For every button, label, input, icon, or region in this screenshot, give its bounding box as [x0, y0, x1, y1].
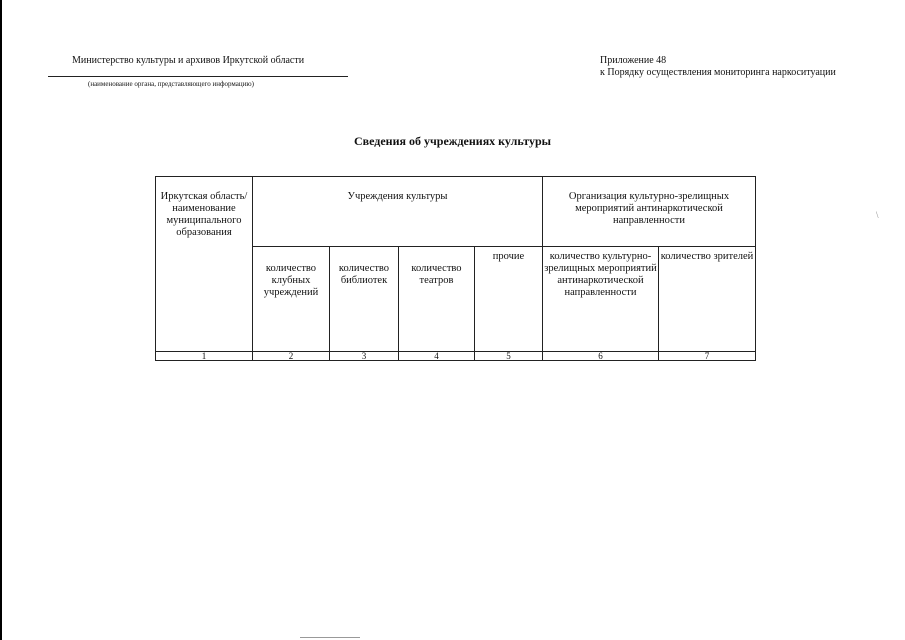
column-number: 4: [398, 351, 475, 361]
header-theatre-count: количество театров: [398, 246, 475, 352]
column-number: 3: [329, 351, 399, 361]
scan-bottom-artifact: [300, 637, 360, 638]
appendix-reference: к Порядку осуществления мониторинга наркоситуации: [600, 67, 836, 78]
organization-underline: [48, 76, 348, 77]
column-number: 7: [658, 351, 756, 361]
header-library-count: количество библиотек: [329, 246, 399, 352]
header-region: Иркутская область/ наименование муниципального образования: [155, 176, 253, 352]
margin-mark: \: [876, 210, 879, 220]
header-other: прочие: [474, 246, 543, 352]
column-number: 1: [155, 351, 253, 361]
header-club-count: количество клубных учреждений: [252, 246, 330, 352]
appendix-number: Приложение 48: [600, 55, 667, 66]
header-group-institutions: Учреждения культуры: [252, 176, 543, 247]
column-number: 5: [474, 351, 543, 361]
column-number: 2: [252, 351, 330, 361]
column-number: 6: [542, 351, 659, 361]
document-title: Сведения об учреждениях культуры: [353, 134, 552, 148]
appendix-block: [600, 55, 836, 79]
scan-left-edge: [0, 0, 2, 640]
header-event-count: количество культурно-зрелищных мероприятий антинаркотической направленности: [542, 246, 659, 352]
header-spectator-count: количество зрителей: [658, 246, 756, 352]
header-group-events: Организация культурно-зрелищных мероприятий антинаркотической направленности: [542, 176, 756, 247]
organization-name: Министерство культуры и архивов Иркутской области: [72, 55, 305, 66]
organization-caption: (наименование органа, представляющего информацию): [88, 80, 254, 88]
